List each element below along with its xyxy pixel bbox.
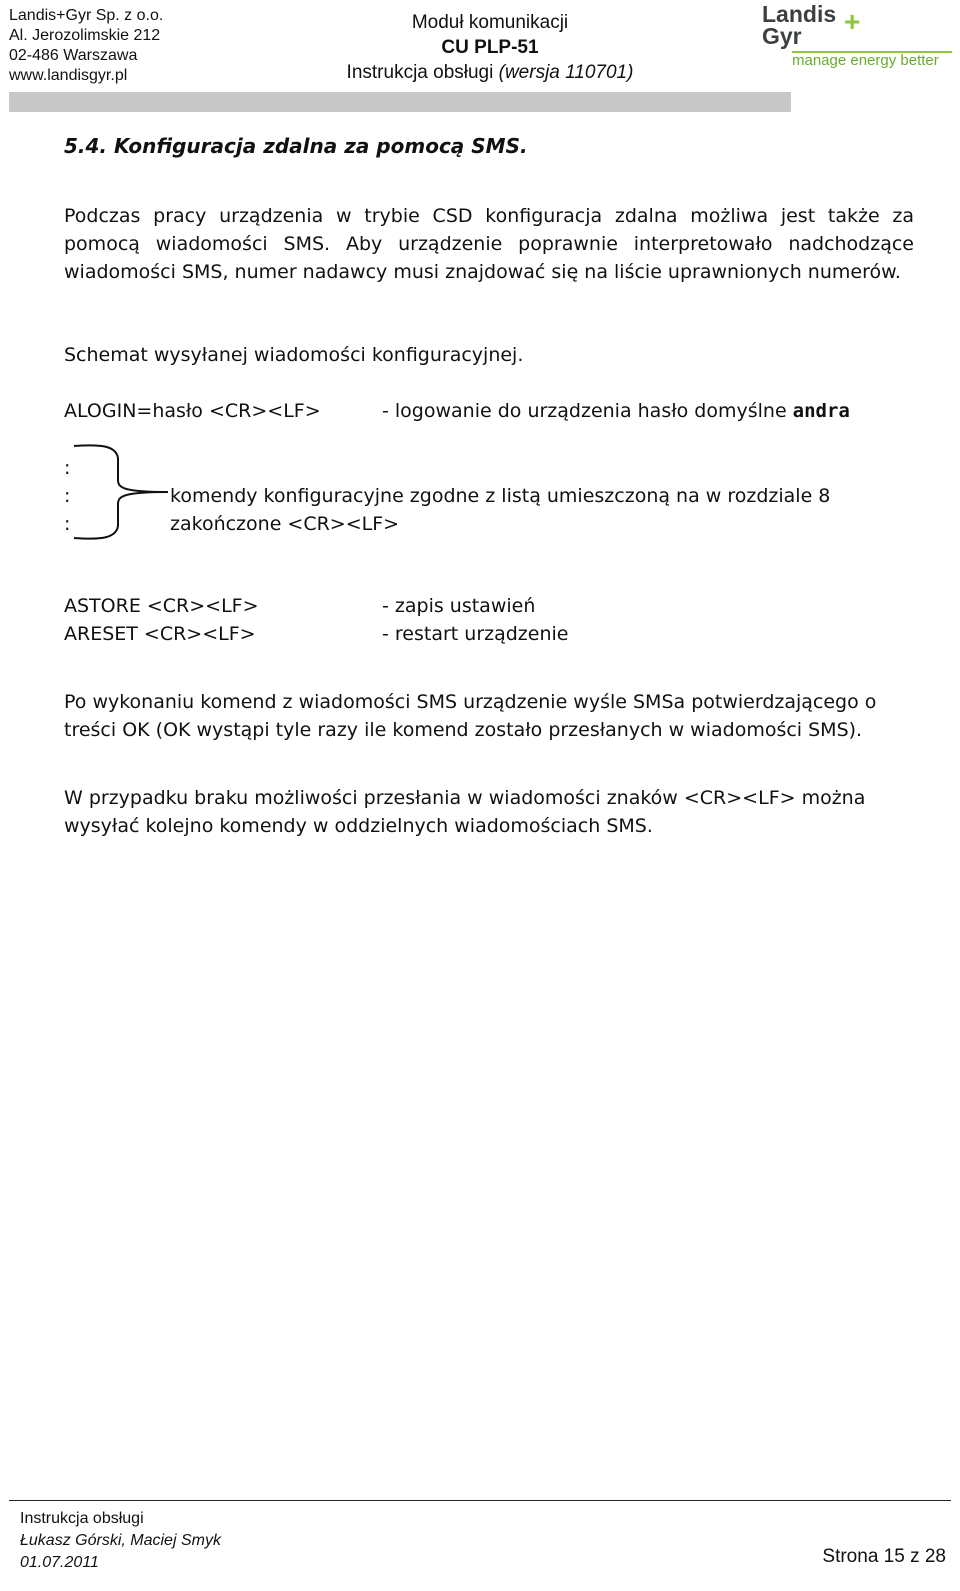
footer-doc-name: Instrukcja obsługi [20, 1510, 144, 1527]
footer-info [20, 1508, 221, 1574]
footer-authors: Łukasz Górski, Maciej Smyk [20, 1532, 221, 1549]
astore-command: ASTORE <CR><LF> [64, 595, 259, 617]
confirmation-paragraph: Po wykonaniu komend z wiadomości SMS urządzenie wyśle SMSa potwierdzającego o treści OK (OK wystąpi tyle razy ile komend zostało przesłanych w wiadomości SMS). [64, 691, 877, 741]
login-command: ALOGIN=hasło <CR><LF> [64, 400, 321, 422]
areset-description: - restart urządzenie [382, 623, 569, 645]
manual-label: Instrukcja obsługi [346, 62, 499, 83]
landis-gyr-logo [756, 0, 956, 72]
company-street: Al. Jerozolimskie 212 [9, 27, 161, 44]
colon-3: : [64, 513, 71, 535]
logo-word-landis: Landis [762, 1, 837, 27]
login-description [382, 397, 850, 425]
brace-description-line1: komendy konfiguracyjne zgodne z listą umieszczoną na w rozdziale 8 [170, 485, 831, 507]
section-heading: 5.4. Konfiguracja zdalna za pomocą SMS. [64, 134, 528, 158]
logo-word-gyr: Gyr [762, 23, 802, 49]
company-city: 02-486 Warszawa [9, 47, 138, 64]
company-address [9, 6, 289, 86]
login-description-text: - logowanie do urządzenia hasło domyślne [382, 400, 793, 422]
module-title: Moduł komunikacji [411, 12, 569, 33]
colon-2: : [64, 485, 71, 507]
colon-1: : [64, 457, 71, 479]
product-name: CU PLP-51 [441, 37, 539, 58]
footer-date: 01.07.2011 [20, 1554, 99, 1571]
header-divider-bar [9, 92, 791, 112]
manual-version-line [330, 60, 650, 85]
company-website: www.landisgyr.pl [9, 67, 128, 84]
brace-description-line2: zakończone <CR><LF> [170, 513, 400, 535]
default-password: andra [792, 400, 850, 422]
logo-plus: + [844, 6, 861, 37]
separate-messages-paragraph: W przypadku braku możliwości przesłania w wiadomości znaków <CR><LF> można wysyłać kolejno komendy w oddzielnych wiadomościach SMS. [64, 787, 866, 837]
company-name: Landis+Gyr Sp. z o.o. [9, 7, 164, 24]
page-number: Strona 15 z 28 [822, 1546, 946, 1567]
logo-tagline: manage energy better [792, 52, 939, 69]
footer-divider [9, 1500, 951, 1501]
schema-title: Schemat wysyłanej wiadomości konfiguracyjnej. [64, 344, 524, 366]
astore-description: - zapis ustawień [382, 595, 536, 617]
intro-paragraph: Podczas pracy urządzenia w trybie CSD konfiguracja zdalna możliwa jest także za pomocą wiadomości SMS. Aby urządzenie poprawnie interpretowało nadchodzące wiadomości SMS, numer nadawcy musi znajdować się na liście uprawnionych numerów. [64, 205, 914, 283]
areset-command: ARESET <CR><LF> [64, 623, 256, 645]
manual-version: (wersja 110701) [498, 62, 634, 83]
curly-brace-icon [72, 440, 172, 544]
document-header-title [330, 10, 650, 85]
